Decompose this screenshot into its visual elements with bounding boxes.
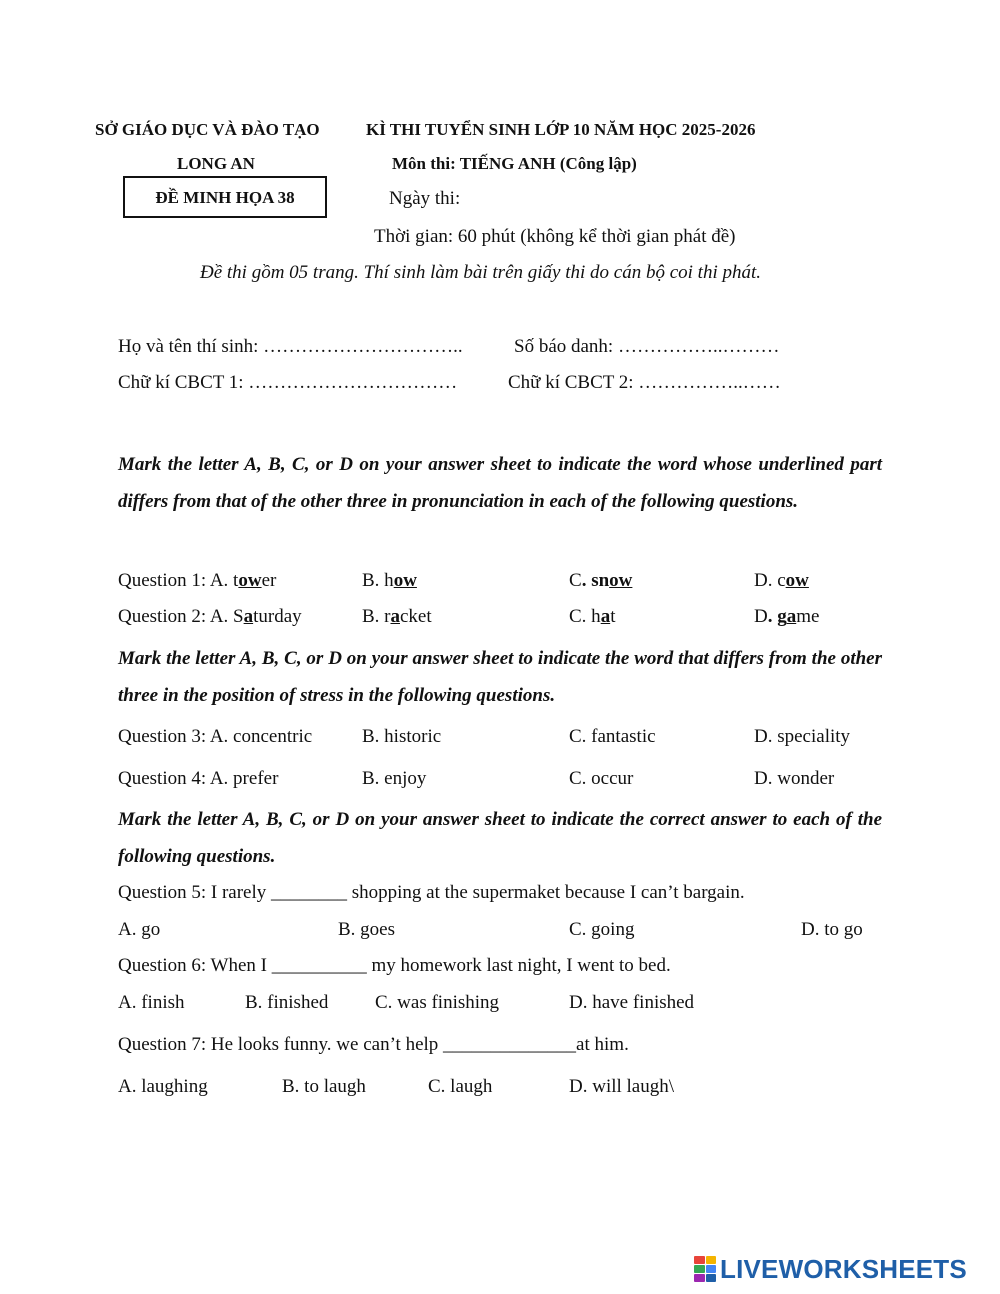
question-6-option-c: C. was finishing	[375, 992, 500, 1013]
question-1-option-d: D. cow	[754, 570, 809, 591]
question-2-option-b: B. racket	[362, 606, 432, 627]
question-6-option-d: D. have finished	[569, 992, 695, 1013]
question-4-option-c: C. occur	[569, 768, 634, 789]
question-1-option-c: C. snow	[569, 570, 633, 591]
question-7-option-d: D. will laugh\	[569, 1076, 675, 1097]
question-4-option-d: D. wonder	[754, 768, 835, 789]
supervisor1-signature-field: Chữ kí CBCT 1: ……………………………	[118, 372, 458, 393]
section2-instruction: Mark the letter A, B, C, or D on your answer sheet to indicate the word that differs from the other three in the position of stress in the following questions.	[118, 648, 882, 706]
question-3-option-b: B. historic	[362, 726, 442, 747]
sample-exam-box: ĐỀ MINH HỌA 38	[123, 176, 327, 218]
logo-square	[694, 1265, 705, 1273]
question-5-stem: Question 5: I rarely ________ shopping at the supermaket because I can’t bargain.	[118, 882, 745, 903]
question-3-option-d: D. speciality	[754, 726, 851, 747]
question-2-option-a: Question 2: A. Saturday	[118, 606, 302, 627]
logo-square	[706, 1274, 717, 1282]
question-4-option-b: B. enjoy	[362, 768, 427, 789]
exam-date-label: Ngày thi:	[389, 188, 461, 209]
exam-title: KÌ THI TUYỂN SINH LỚP 10 NĂM HỌC 2025-2026	[366, 120, 756, 139]
candidate-number-field: Số báo danh: ……………..………	[514, 336, 780, 357]
question-5-option-d: D. to go	[801, 919, 863, 940]
exam-note: Đề thi gồm 05 trang. Thí sinh làm bài trên giấy thi do cán bộ coi thi phát.	[200, 262, 762, 283]
liveworksheets-logo-icon	[694, 1256, 716, 1282]
logo-square	[694, 1274, 705, 1282]
question-6-option-b: B. finished	[245, 992, 329, 1013]
logo-square	[706, 1265, 717, 1273]
question-7-stem: Question 7: He looks funny. we can’t help ______________at him.	[118, 1034, 629, 1055]
question-4-option-a: Question 4: A. prefer	[118, 768, 279, 789]
department-name: SỞ GIÁO DỤC VÀ ĐÀO TẠO	[95, 120, 320, 139]
liveworksheets-logo	[694, 1254, 967, 1284]
question-5-option-b: B. goes	[338, 919, 395, 940]
section1-instruction: Mark the letter A, B, C, or D on your answer sheet to indicate the word whose underlined part differs from that of the other three in pronunciation in each of the following questions.	[118, 454, 882, 512]
question-1-option-a: Question 1: A. tower	[118, 570, 277, 591]
question-2-option-d: D. game	[754, 606, 820, 627]
question-7-option-b: B. to laugh	[282, 1076, 366, 1097]
question-5-option-a: A. go	[118, 919, 161, 940]
question-1-option-b: B. how	[362, 570, 417, 591]
supervisor2-signature-field: Chữ kí CBCT 2: ……………..……	[508, 372, 781, 393]
province-name: LONG AN	[177, 154, 255, 173]
question-7-option-c: C. laugh	[428, 1076, 493, 1097]
question-5-option-c: C. going	[569, 919, 635, 940]
exam-duration: Thời gian: 60 phút (không kể thời gian phát đề)	[374, 226, 736, 247]
question-6-option-a: A. finish	[118, 992, 185, 1013]
question-7-option-a: A. laughing	[118, 1076, 208, 1097]
logo-square	[706, 1256, 717, 1264]
logo-square	[694, 1256, 705, 1264]
candidate-name-field: Họ và tên thí sinh: …………………………..	[118, 336, 463, 357]
question-3-option-c: C. fantastic	[569, 726, 656, 747]
liveworksheets-logo-text: LIVEWORKSHEETS	[720, 1253, 967, 1284]
subject-line: Môn thi: TIẾNG ANH (Công lập)	[392, 154, 637, 173]
section3-instruction: Mark the letter A, B, C, or D on your answer sheet to indicate the correct answer to each of the following questions.	[118, 809, 882, 867]
question-3-option-a: Question 3: A. concentric	[118, 726, 313, 747]
question-2-option-c: C. hat	[569, 606, 616, 627]
question-6-stem: Question 6: When I __________ my homework last night, I went to bed.	[118, 955, 671, 976]
